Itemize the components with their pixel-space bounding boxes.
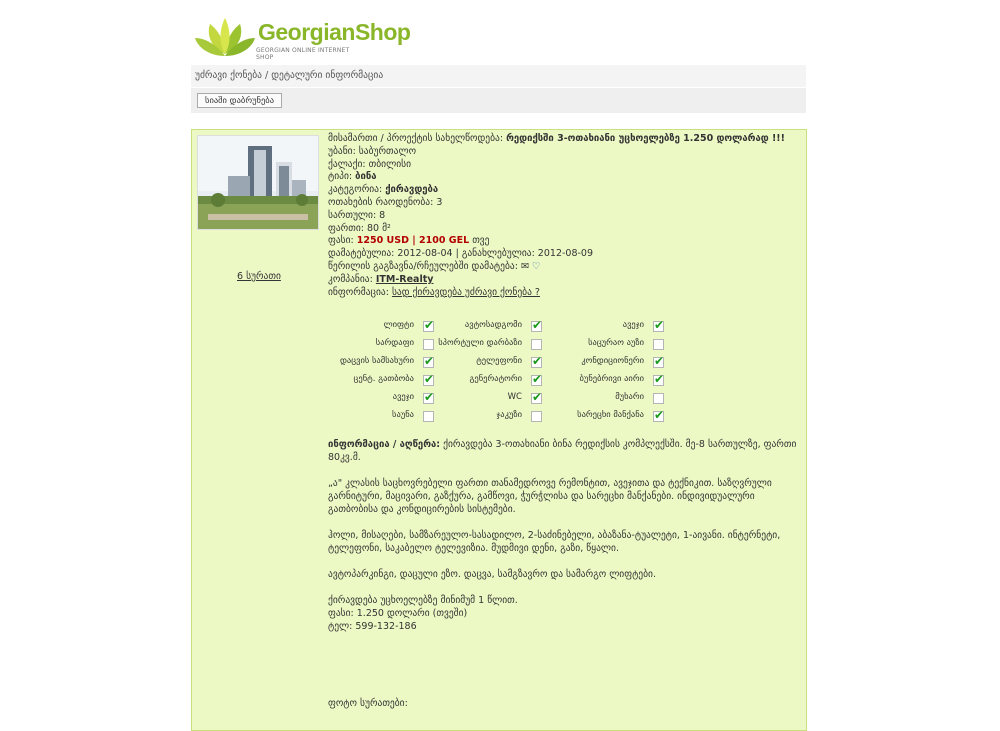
city-row: ქალაქი: თბილისი <box>328 158 411 170</box>
amenity-item <box>558 374 668 384</box>
region-row: უბანი: საბურთალო <box>328 145 417 157</box>
envelope-icon[interactable]: ✉ <box>520 260 529 272</box>
send-letter-row <box>328 261 785 274</box>
amenity-checkbox-checked <box>531 393 542 404</box>
amenity-item <box>436 374 546 384</box>
description-p5 <box>328 594 798 633</box>
amenity-checkbox-checked <box>653 357 664 368</box>
company-row <box>328 274 785 287</box>
type-value: ბინა <box>355 171 377 183</box>
description <box>328 438 798 646</box>
amenity-label: ტელეფონი <box>476 356 522 366</box>
amenity-label: ჯაკუზი <box>496 410 522 420</box>
company-label: კომპანია: <box>328 273 373 285</box>
back-to-list-button[interactable]: სიაში დაბრუნება <box>197 93 282 108</box>
amenity-label: დაცვის სამსახური <box>339 356 414 366</box>
breadcrumb: უძრავი ქონება / დეტალური ინფორმაცია <box>195 70 384 81</box>
amenity-checkbox-unchecked <box>531 411 542 422</box>
description-p3: ჰოლი, მისაღები, სამზარეულო-სასადილო, 2-საძინებელი, აბაზანა-ტუალეტი, 1-აივანი. ინტერნეტი, ტელეფონი, საკაბელო ტელევიზია. მუდმივი დენი, გაზი, წყალი. <box>328 530 781 554</box>
amenity-checkbox-checked <box>531 321 542 332</box>
description-text-1: ქირავდება 3-ოთახიანი ბინა რედიქსის კომპლექსში. მე-8 სართულზე, ფართი 80კვ.მ. <box>328 439 797 463</box>
breadcrumb-bar <box>191 65 806 87</box>
amenity-item <box>328 320 438 330</box>
amenity-item <box>558 320 668 330</box>
amenity-item <box>328 410 438 420</box>
category-row <box>328 184 785 197</box>
amenity-label: ბუნებრივი აირი <box>579 374 644 384</box>
amenity-item <box>436 320 546 330</box>
description-min-term: ქირავდება უცხოელებზე მინიმუმ 1 წლით. <box>328 595 518 606</box>
category-value: ქირავდება <box>385 184 439 196</box>
amenity-label: ავეჯი <box>392 392 414 402</box>
lotus-logo-icon <box>194 16 256 60</box>
amenity-checkbox-unchecked <box>423 339 434 350</box>
listing-panel <box>191 129 807 731</box>
title-row <box>328 133 785 146</box>
amenity-item <box>328 338 438 348</box>
amenity-item <box>558 338 668 348</box>
dates-row: დამატებულია: 2012-08-04 | განახლებულია: 2012-08-09 <box>328 248 594 260</box>
amenity-item <box>558 392 668 402</box>
amenity-checkbox-checked <box>531 357 542 368</box>
amenity-checkbox-checked <box>653 321 664 332</box>
description-p4: ავტოპარკინგი, დაცული ეზო. დაცვა, სამგზავრო და სამარგო ლიფტები. <box>328 569 656 580</box>
description-heading: ინფორმაცია / აღწერა: <box>328 439 441 450</box>
amenity-item <box>328 392 438 402</box>
description-price: ფასი: 1.250 დოლარი (თვეში) <box>328 608 468 619</box>
category-label: კატეგორია: <box>328 184 383 196</box>
amenity-label: ავეჯი <box>622 320 644 330</box>
amenity-label: WC <box>507 392 522 402</box>
amenity-item <box>436 356 546 366</box>
description-phone: ტელ: 599-132-186 <box>328 621 417 632</box>
amenity-checkbox-unchecked <box>423 411 434 422</box>
price-value: 1250 USD | 2100 GEL <box>356 235 470 247</box>
amenity-label: სპორტული დარბაზი <box>438 338 522 348</box>
price-suffix: თვე <box>472 235 490 247</box>
send-letter-label: წერილის გაგზავნა/რჩეულებში დამატება: <box>328 260 518 272</box>
amenity-item <box>558 356 668 366</box>
building-photo-image <box>198 136 318 229</box>
amenity-item <box>436 338 546 348</box>
price-row <box>328 235 785 248</box>
description-p2: „ა" კლასის საცხოვრებელი ფართი თანამედროვე რემონტით, ავეჯითა და ტექნიკით. საზღვრული გარნიტური, მაცივარი, გაზქურა, გამწოვი, ჭურჭლისა და სარეცხი მანქანები. ინდივიდუალური გათბობისა და კონდიცირების სისტემები. <box>328 478 772 515</box>
title-label: მისამართი / პროექტის სახელწოდება: <box>328 133 504 144</box>
amenity-checkbox-unchecked <box>653 393 664 404</box>
floor-row: სართული: 8 <box>328 209 386 221</box>
description-p1 <box>328 438 798 464</box>
amenity-label: გენერატორი <box>469 374 522 384</box>
amenity-item <box>436 392 546 402</box>
amenity-checkbox-checked <box>423 375 434 386</box>
favorite-heart-icon[interactable]: ♡ <box>531 260 541 272</box>
company-link[interactable]: ITM-Realty <box>375 273 434 285</box>
info-link[interactable]: სად ქირავდება უძრავი ქონება ? <box>391 286 540 298</box>
amenity-checkbox-checked <box>653 411 664 422</box>
amenity-item <box>328 374 438 384</box>
info-row <box>328 287 785 300</box>
photo-count-link[interactable]: 6 სურათი <box>237 271 281 282</box>
amenity-checkbox-checked <box>423 321 434 332</box>
type-label: ტიპი: <box>328 171 353 183</box>
amenity-label: მუხარი <box>615 392 644 402</box>
amenity-label: კონდიციონერი <box>581 356 644 366</box>
listing-details <box>328 133 785 299</box>
info-label: ინფორმაცია: <box>328 286 389 298</box>
amenity-label: ავტოსადგომი <box>464 320 522 330</box>
amenity-checkbox-checked <box>423 393 434 404</box>
amenity-item <box>436 410 546 420</box>
logo-name: GeorgianShop <box>258 19 411 45</box>
area-row: ფართი: 80 მ² <box>328 222 391 234</box>
amenity-label: საუნა <box>392 410 414 420</box>
photos-label: ფოტო სურათები: <box>328 698 408 709</box>
amenity-checkbox-unchecked <box>531 339 542 350</box>
amenity-label: ცენტ. გათბობა <box>353 374 414 384</box>
rooms-row: ოთახების რაოდენობა: 3 <box>328 196 443 208</box>
listing-photo[interactable] <box>197 135 319 230</box>
amenity-label: სარდაფი <box>375 338 414 348</box>
amenity-label: ლიფტი <box>383 320 414 330</box>
amenity-checkbox-checked <box>653 375 664 386</box>
logo[interactable] <box>194 16 411 61</box>
amenity-checkbox-unchecked <box>653 339 664 350</box>
logo-tagline: GEORGIAN ONLINE INTERNET SHOP <box>256 47 350 61</box>
amenity-label: სარეცხი მანქანა <box>577 410 644 420</box>
price-label: ფასი: <box>328 235 354 247</box>
listing-title: რედიქსში 3-ოთახიანი უცხოელებზე 1.250 დოლარად !!! <box>506 133 785 144</box>
amenity-item <box>328 356 438 366</box>
amenity-item <box>558 410 668 420</box>
toolbar <box>191 88 806 113</box>
amenity-checkbox-checked <box>531 375 542 386</box>
type-row <box>328 171 785 184</box>
amenity-checkbox-checked <box>423 357 434 368</box>
amenity-label: საცურაო აუზი <box>588 338 644 348</box>
